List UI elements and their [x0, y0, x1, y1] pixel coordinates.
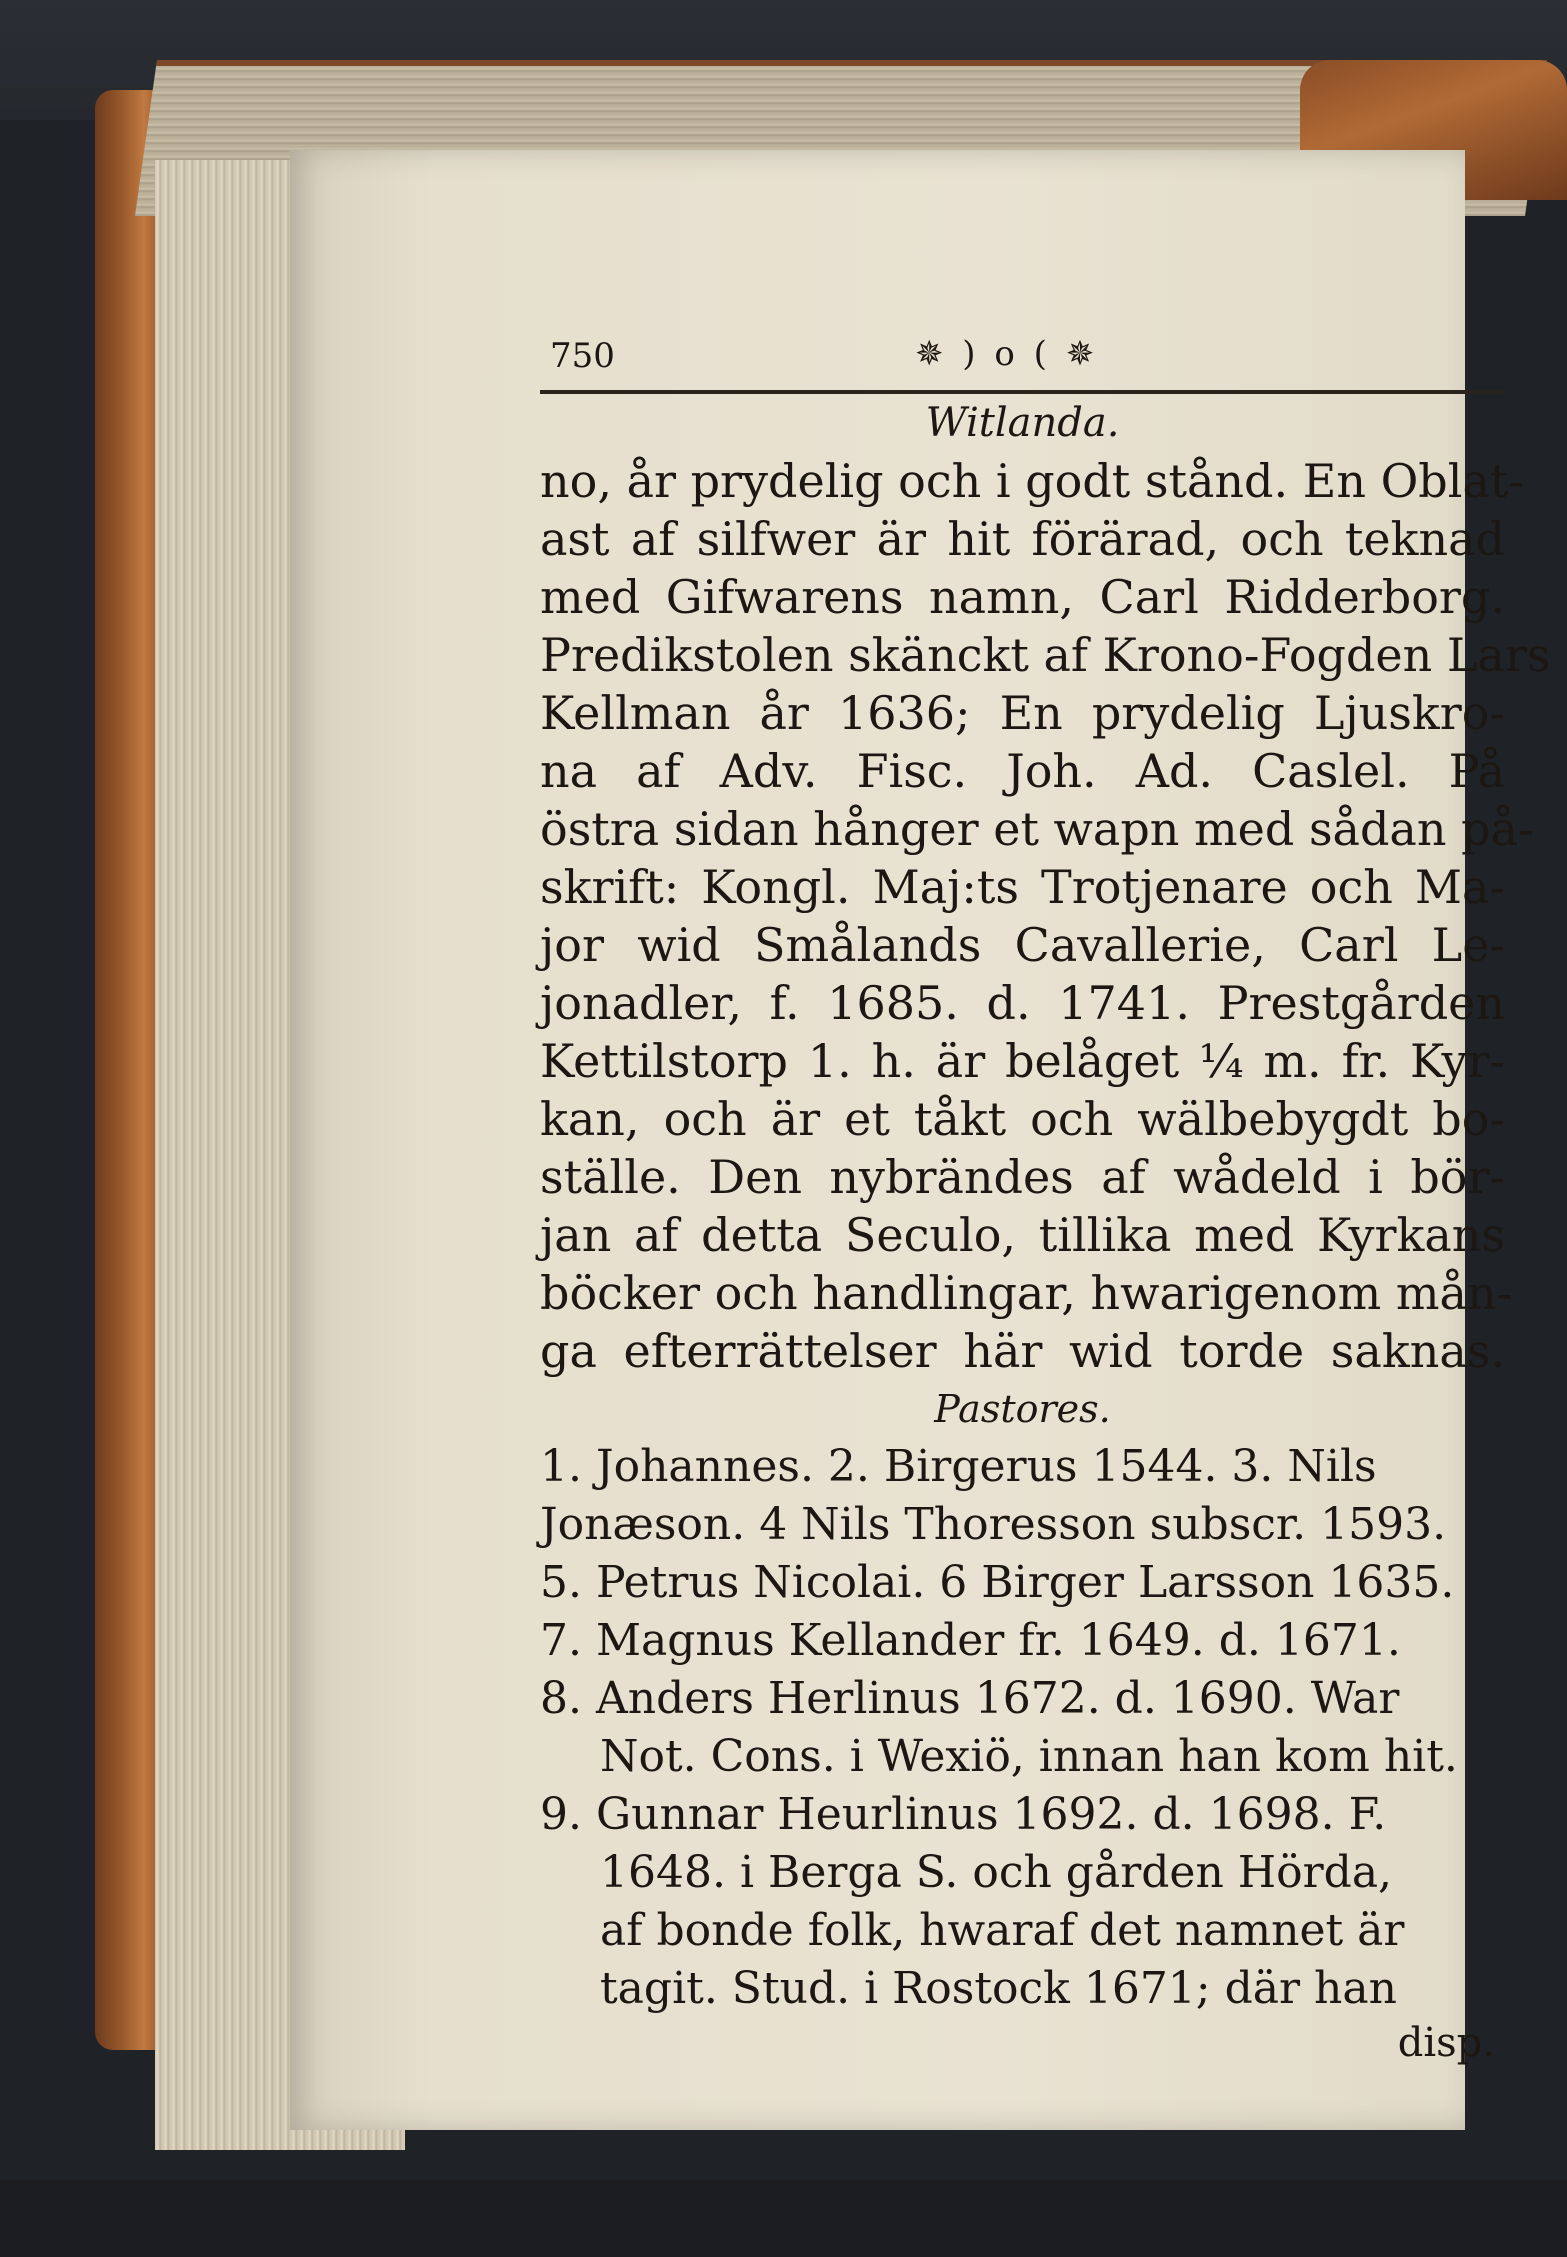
backdrop-bottom: [0, 2180, 1567, 2257]
list-item: af bonde folk, hwaraf det namnet är: [600, 1905, 1405, 1956]
body-line: jan af detta Seculo, tillika med Kyrkans: [540, 1208, 1505, 1262]
body-line: Kellman år 1636; En prydelig Ljuskro-: [540, 686, 1505, 740]
list-item: tagit. Stud. i Rostock 1671; där han: [600, 1963, 1397, 2014]
body-line: jonadler, f. 1685. d. 1741. Prestgården: [540, 976, 1505, 1030]
body-line: na af Adv. Fisc. Joh. Ad. Caslel. På: [540, 744, 1505, 798]
body-line: med Gifwarens namn, Carl Ridderborg.: [540, 570, 1505, 624]
page-text: [540, 330, 1551, 2068]
pastores-list: [540, 1438, 1505, 2018]
body-paragraph: [540, 452, 1551, 1380]
list-item: Not. Cons. i Wexiö, innan han kom hit.: [600, 1731, 1458, 1782]
list-item: Jonæson. 4 Nils Thoresson subscr. 1593.: [540, 1499, 1447, 1550]
body-line: ga efterrättelser här wid torde saknas.: [540, 1324, 1505, 1378]
header-ornament: ✵ ) o ( ✵: [915, 334, 1099, 374]
section-title: Pastores.: [934, 1387, 1111, 1431]
list-item: 9. Gunnar Heurlinus 1692. d. 1698. F.: [540, 1789, 1387, 1840]
body-line: ställe. Den nybrändes af wådeld i bör-: [540, 1150, 1505, 1204]
body-line: böcker och handlingar, hwarigenom mån-: [540, 1266, 1513, 1320]
body-line: jor wid Smålands Cavallerie, Carl Le-: [540, 918, 1505, 972]
place-title: Witlanda.: [925, 400, 1120, 446]
body-line: skrift: Kongl. Maj:ts Trotjenare och Ma-: [540, 860, 1505, 914]
list-item: 8. Anders Herlinus 1672. d. 1690. War: [540, 1673, 1400, 1724]
body-line: ast af silfwer är hit förärad, och teknad: [540, 512, 1505, 566]
body-line: no, år prydelig och i godt stånd. En Oblat-: [540, 454, 1524, 508]
body-line: Kettilstorp 1. h. är belåget ¼ m. fr. Kyr-: [540, 1034, 1505, 1088]
list-item: 7. Magnus Kellander fr. 1649. d. 1671.: [540, 1615, 1401, 1666]
running-header: [540, 330, 1505, 394]
list-item: 1. Johannes. 2. Birgerus 1544. 3. Nils: [540, 1441, 1377, 1492]
body-line: Predikstolen skänckt af Krono-Fogden Lars: [540, 628, 1551, 682]
catchword: disp.: [1397, 2020, 1495, 2066]
body-line: östra sidan hånger et wapn med sådan på-: [540, 802, 1534, 856]
body-line: kan, och är et tåkt och wälbebygdt bo-: [540, 1092, 1505, 1146]
list-item: 5. Petrus Nicolai. 6 Birger Larsson 1635.: [540, 1557, 1455, 1608]
list-item: 1648. i Berga S. och gården Hörda,: [600, 1847, 1393, 1898]
page-number: 750: [550, 336, 615, 376]
